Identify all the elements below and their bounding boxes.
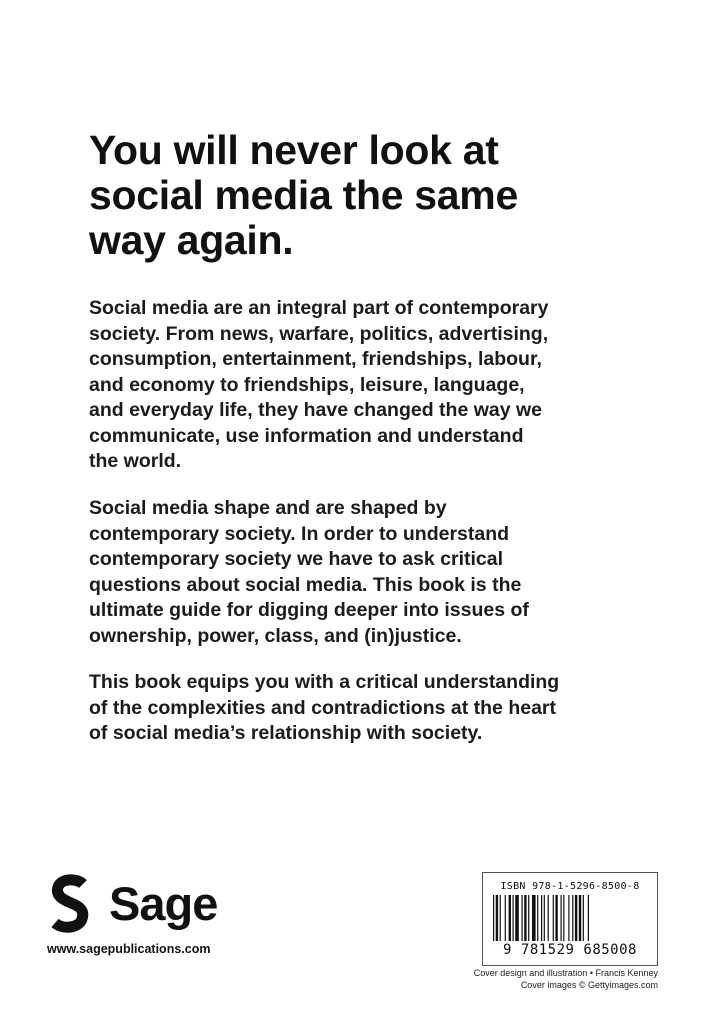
barcode-bar <box>568 895 569 941</box>
publisher-name: Sage <box>109 877 218 930</box>
barcode-bar <box>561 895 562 941</box>
paragraph-line: and everyday life, they have changed the way we <box>89 399 543 421</box>
paragraph-line: This book equips you with a critical understanding <box>89 671 560 693</box>
isbn-label: ISBN 978-1-5296-8500-8 <box>500 881 640 892</box>
barcode-bar <box>572 895 573 941</box>
barcode-bar <box>522 895 523 941</box>
paragraph-line: ultimate guide for digging deeper into issues of <box>89 599 529 621</box>
barcode-bar <box>579 895 581 941</box>
paragraph-line: and economy to friendships, leisure, language, <box>89 373 525 396</box>
barcode-bar <box>575 895 577 941</box>
sage-s-logo-icon <box>47 874 93 934</box>
barcode-bar <box>532 895 536 941</box>
paragraph-society <box>89 496 649 649</box>
isbn-barcode <box>482 872 658 966</box>
barcode-bar <box>493 895 494 941</box>
barcode-bar <box>544 895 545 941</box>
paragraph-line: contemporary society we have to ask critical <box>89 548 504 570</box>
paragraph-summary <box>89 670 649 747</box>
barcode-bar <box>524 895 526 941</box>
barcode-bar <box>588 895 589 941</box>
barcode-bar <box>505 895 506 941</box>
credit-line: Cover design and illustration • Francis Kenney <box>473 968 658 978</box>
cover-credits <box>474 968 658 991</box>
paragraph-line: Social media are an integral part of contemporary <box>89 297 549 319</box>
barcode-bar <box>528 895 529 941</box>
publisher-logo <box>47 874 237 934</box>
headline-line: You will never look at <box>89 127 499 173</box>
barcode-bar <box>548 895 549 941</box>
publisher-website[interactable]: www.sagepublications.com <box>47 942 211 956</box>
paragraph-line: contemporary society. In order to understand <box>89 522 510 545</box>
barcode-bar <box>515 895 519 941</box>
barcode-bar <box>500 895 501 941</box>
barcode-bar <box>583 895 584 941</box>
paragraph-intro <box>89 296 649 475</box>
barcode-bar <box>541 895 542 941</box>
paragraph-line: Social media shape and are shaped by <box>89 497 447 519</box>
barcode-bars <box>493 895 647 941</box>
barcode-bar <box>513 895 514 941</box>
headline-line: social media the same <box>89 172 518 218</box>
headline-line: way again. <box>89 217 294 263</box>
barcode-bar <box>553 895 554 941</box>
paragraph-line: of the complexities and contradictions at the heart <box>89 696 557 719</box>
paragraph-line: the world. <box>89 450 182 472</box>
paragraph-line: consumption, entertainment, friendships, labour, <box>89 348 542 370</box>
barcode-bar <box>537 895 538 941</box>
barcode-bar <box>555 895 557 941</box>
paragraph-line: society. From news, warfare, politics, advertising, <box>89 322 549 345</box>
paragraph-line: of social media’s relationship with society. <box>89 722 483 744</box>
barcode-bar <box>563 895 564 941</box>
barcode-bar <box>496 895 498 941</box>
credit-line: Cover images © Gettyimages.com <box>520 979 658 990</box>
paragraph-line: questions about social media. This book is the <box>89 573 522 596</box>
paragraph-line: communicate, use information and understand <box>89 424 524 447</box>
paragraph-line: ownership, power, class, and (in)justice. <box>89 624 462 647</box>
barcode-digits: 9 781529 685008 <box>503 942 637 958</box>
barcode-bar <box>509 895 511 941</box>
headline <box>89 128 649 263</box>
